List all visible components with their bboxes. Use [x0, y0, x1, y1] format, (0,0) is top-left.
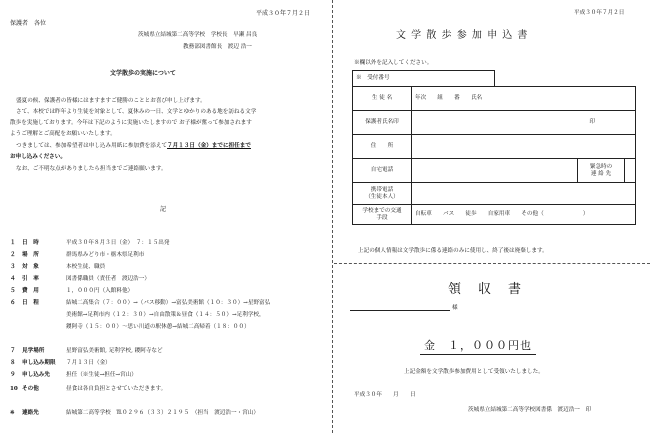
deadline-cont: お申し込みください。: [10, 154, 66, 160]
itinerary-line: 美術館→足利市内（１２：３０）→自由散策＆昼食（１４：５０）→足利学校，: [66, 312, 265, 318]
guardian-name-field[interactable]: [412, 111, 636, 135]
application-table: [352, 70, 636, 225]
emergency-label: 緊急時の 連 絡 先: [578, 159, 625, 183]
transport-options[interactable]: 自転車 バス 徒歩 自家用車 その他（ ）: [412, 205, 636, 225]
mobile-label: 携帯電話 （生徒本人）: [353, 183, 412, 205]
emergency-field[interactable]: [625, 159, 636, 183]
body-line: 盛夏の候、保護者の皆様にはますますご健勝のこととお喜び申し上げます。: [16, 98, 206, 104]
body-line: ようご理解とご高配をお願いいたします。: [10, 131, 116, 137]
notice-sender-staff: 教務部図書館長 渡辺 浩一: [183, 44, 252, 50]
notice-date: 平成３０年７月２日: [256, 10, 311, 17]
application-title: 文 学 散 歩 参 加 申 込 書: [396, 30, 529, 41]
sama-suffix: 様: [452, 305, 458, 311]
notice-recipient: 保護者 各位: [10, 20, 47, 27]
home-phone-field[interactable]: [412, 159, 578, 183]
itinerary-line: 鑁阿寺（１５：００）～思い川道の駅休憩→結城二高帰着（１８：００）: [66, 324, 250, 330]
seal-mark: 印: [589, 119, 595, 125]
notice-sender-school: 茨城県立結城第二高等学校 学校長 早瀬 昌良: [138, 32, 258, 38]
ki-heading: 記: [160, 206, 167, 213]
address-label: 住 所: [353, 135, 412, 159]
receipt-amount: 金 １，０００円也: [420, 337, 536, 355]
receipt-issuer: 茨城県立結城第二高等学校図書係 渡辺浩一 印: [468, 407, 592, 413]
receipt-number-cell: ※ 受付番号: [353, 71, 495, 87]
transport-label: 学校までの交通 手段: [353, 205, 412, 225]
closing-line: なお、ご不明な点がありましたら担当までご連絡願います。: [16, 166, 167, 172]
mobile-field[interactable]: [412, 183, 636, 205]
address-field[interactable]: [412, 135, 636, 159]
student-name-field[interactable]: 年次 組 番 氏名: [412, 87, 636, 111]
student-name-label: 生 徒 名: [353, 87, 412, 111]
receipt-title: 領 収 書: [448, 282, 524, 297]
body-line: 散歩を実施しております。今年は下記のように実施いたしますので お子様が奮って参加されます: [10, 120, 252, 126]
home-phone-label: 自宅電話: [353, 159, 412, 183]
application-instruction: ※欄以外を記入してください。: [354, 60, 433, 66]
deadline-line: [16, 143, 251, 150]
body-line: さて、本校では昨年より生徒を対象として、夏休みの一日、文学とゆかりのある地を訪ねる文学: [16, 109, 257, 115]
deadline-emphasis: ７月１３日（金）までに担任まで: [167, 143, 251, 149]
notice-title: 文学散歩の実施について: [110, 70, 176, 77]
receipt-date: 平成３０年 月 日: [354, 392, 416, 398]
horizontal-cut-line: [334, 263, 650, 264]
guardian-name-label: 保護者氏名印: [353, 111, 412, 135]
receipt-statement: 上記金額を文学散歩参加費用として受領いたしました。: [404, 369, 544, 375]
privacy-note: 上記の個人情報は文学散歩に係る連絡のみに使用し、終了後は廃棄します。: [358, 248, 548, 254]
vertical-cut-line: [332, 0, 333, 433]
recipient-name-line[interactable]: [350, 310, 450, 311]
application-date: 平成３０年７月２日: [574, 10, 625, 16]
deadline-pre: つきましては、参加希望者は申し込み用紙に参加費を添えて: [16, 143, 168, 149]
